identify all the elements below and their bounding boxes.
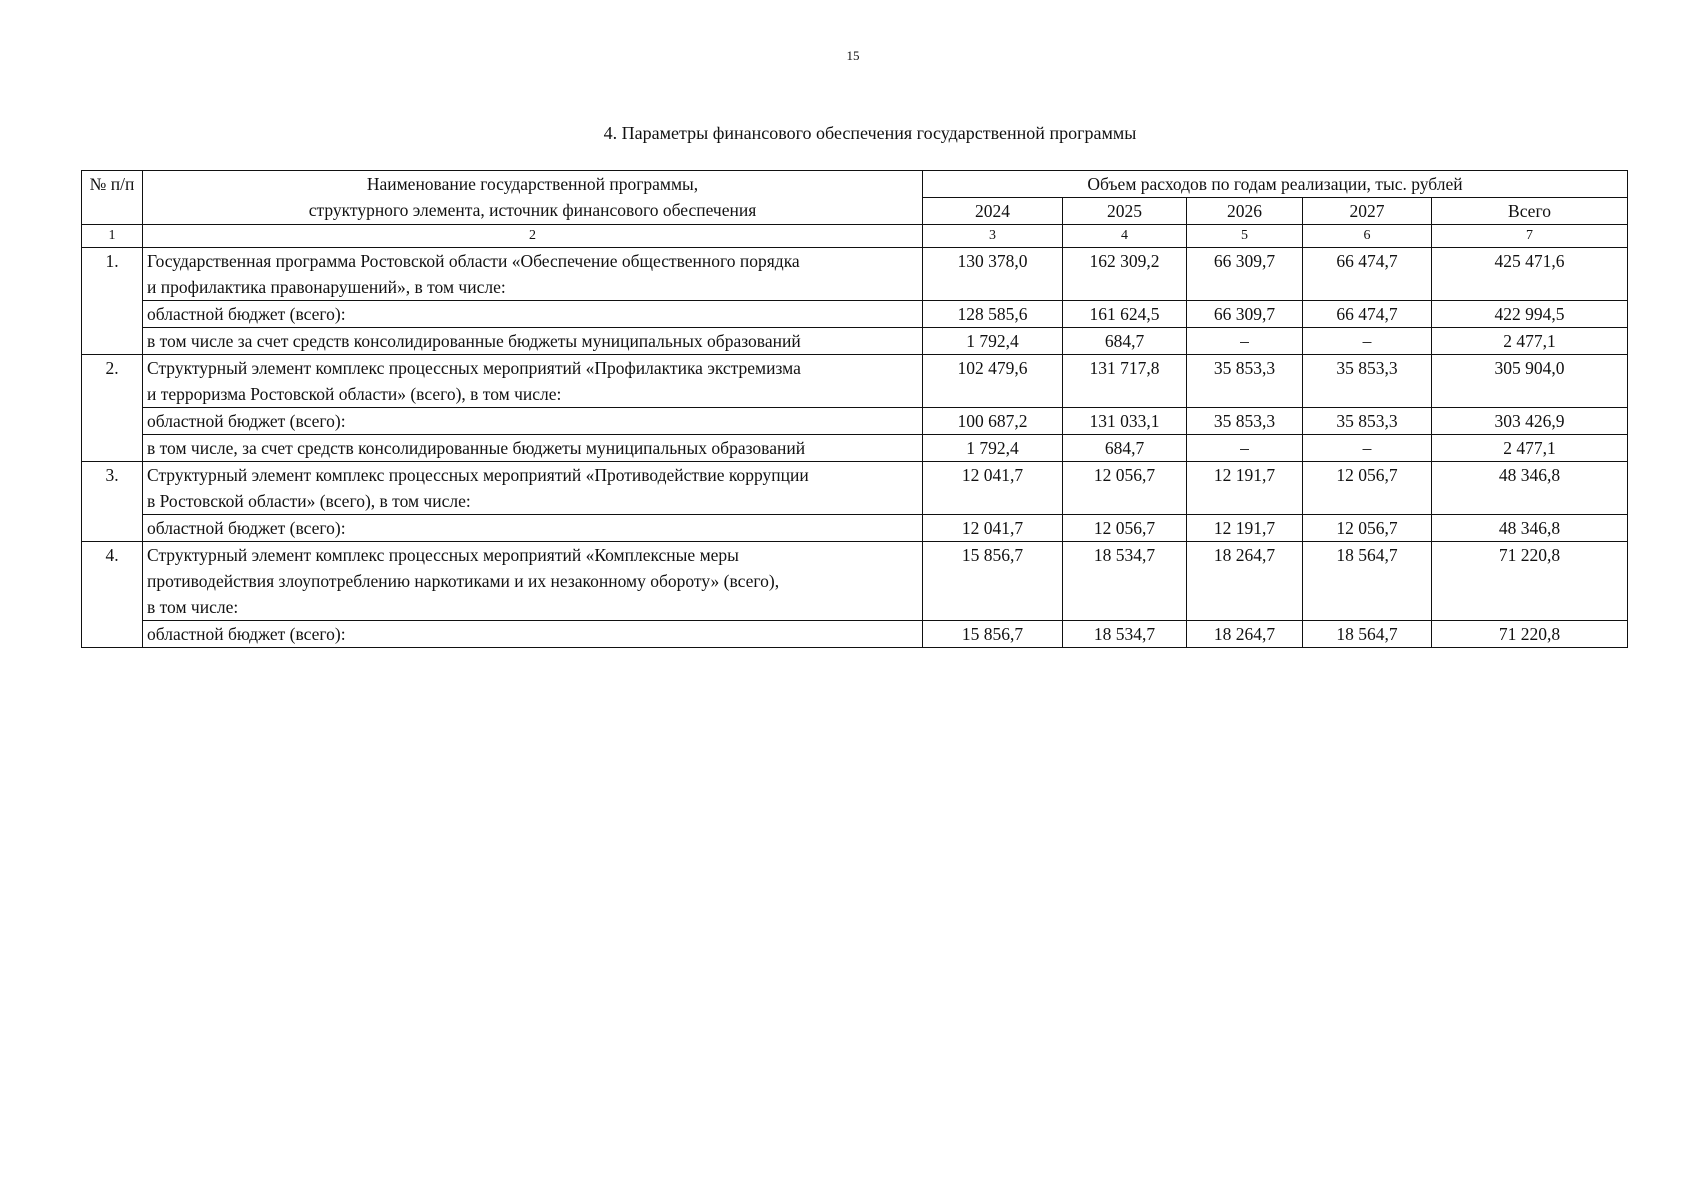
value-total: 48 346,8 [1432, 515, 1628, 542]
item-name-line: и профилактика правонарушений», в том числе: [147, 277, 506, 297]
column-index: 4 [1063, 225, 1187, 248]
value-2026: 66 309,7 [1187, 248, 1303, 301]
column-index: 3 [923, 225, 1063, 248]
value-2026: 66 309,7 [1187, 301, 1303, 328]
header-volume: Объем расходов по годам реализации, тыс. рублей [923, 171, 1628, 198]
table-row [82, 462, 1628, 515]
value-2025: 684,7 [1063, 435, 1187, 462]
item-name-line: в том числе, за счет средств консолидированные бюджеты муниципальных образований [147, 438, 806, 458]
header-name-line-1: Наименование государственной программы, [366, 174, 699, 194]
item-name-line: в Ростовской области» (всего), в том числе: [147, 491, 471, 511]
table-row [82, 355, 1628, 408]
value-2025: 18 534,7 [1063, 621, 1187, 648]
value-2026: 35 853,3 [1187, 355, 1303, 408]
item-name-line: противодействия злоупотреблению наркотиками и их незаконному обороту» (всего), [147, 571, 780, 591]
header-year-2026: 2026 [1187, 198, 1303, 225]
value-2025: 18 534,7 [1063, 542, 1187, 621]
item-name-line: Структурный элемент комплекс процессных мероприятий «Комплексные меры [147, 545, 739, 565]
value-2024: 12 041,7 [923, 515, 1063, 542]
item-name [143, 301, 923, 328]
value-2024: 130 378,0 [923, 248, 1063, 301]
value-total: 2 477,1 [1432, 435, 1628, 462]
value-2025: 131 717,8 [1063, 355, 1187, 408]
header-name-line-2: структурного элемента, источник финансового обеспечения [308, 200, 757, 220]
table-row [82, 408, 1628, 435]
value-total: 2 477,1 [1432, 328, 1628, 355]
value-total: 71 220,8 [1432, 542, 1628, 621]
column-index-row [82, 225, 1628, 248]
column-index: 1 [82, 225, 143, 248]
header-year-2024: 2024 [923, 198, 1063, 225]
row-number: 1. [82, 248, 143, 355]
value-2026: 18 264,7 [1187, 621, 1303, 648]
header-num: № п/п [82, 171, 143, 225]
column-index: 5 [1187, 225, 1303, 248]
header-total: Всего [1432, 198, 1628, 225]
value-2024: 100 687,2 [923, 408, 1063, 435]
value-2026: – [1187, 328, 1303, 355]
header-name [143, 171, 923, 225]
item-name [143, 542, 923, 621]
header-year-2025: 2025 [1063, 198, 1187, 225]
item-name-line: и терроризма Ростовской области» (всего), в том числе: [147, 384, 562, 404]
row-number: 4. [82, 542, 143, 648]
value-total: 425 471,6 [1432, 248, 1628, 301]
item-name [143, 408, 923, 435]
table-row [82, 621, 1628, 648]
value-2027: 12 056,7 [1303, 462, 1432, 515]
value-2025: 162 309,2 [1063, 248, 1187, 301]
column-index: 7 [1432, 225, 1628, 248]
value-2024: 12 041,7 [923, 462, 1063, 515]
value-2024: 15 856,7 [923, 621, 1063, 648]
table-row [82, 301, 1628, 328]
column-index: 6 [1303, 225, 1432, 248]
item-name-line: Государственная программа Ростовской области «Обеспечение общественного порядка [147, 251, 800, 271]
item-name-line: областной бюджет (всего): [147, 518, 346, 538]
item-name-line: областной бюджет (всего): [147, 624, 346, 644]
item-name-line: в том числе: [147, 597, 239, 617]
row-number: 3. [82, 462, 143, 542]
table-row [82, 435, 1628, 462]
value-2027: – [1303, 435, 1432, 462]
value-2027: 66 474,7 [1303, 301, 1432, 328]
item-name-line: областной бюджет (всего): [147, 304, 346, 324]
value-2025: 131 033,1 [1063, 408, 1187, 435]
value-2027: 12 056,7 [1303, 515, 1432, 542]
column-index: 2 [143, 225, 923, 248]
table-body [82, 248, 1628, 648]
value-2027: – [1303, 328, 1432, 355]
value-2027: 18 564,7 [1303, 621, 1432, 648]
value-2026: 35 853,3 [1187, 408, 1303, 435]
value-total: 422 994,5 [1432, 301, 1628, 328]
value-2026: 18 264,7 [1187, 542, 1303, 621]
value-2026: 12 191,7 [1187, 462, 1303, 515]
value-total: 71 220,8 [1432, 621, 1628, 648]
page-number: 15 [846, 48, 860, 63]
value-2027: 18 564,7 [1303, 542, 1432, 621]
item-name [143, 462, 923, 515]
value-2027: 35 853,3 [1303, 408, 1432, 435]
header-year-2027: 2027 [1303, 198, 1432, 225]
value-2025: 684,7 [1063, 328, 1187, 355]
value-total: 303 426,9 [1432, 408, 1628, 435]
value-total: 48 346,8 [1432, 462, 1628, 515]
table-row [82, 248, 1628, 301]
item-name [143, 355, 923, 408]
value-2025: 12 056,7 [1063, 515, 1187, 542]
value-2024: 128 585,6 [923, 301, 1063, 328]
value-2027: 66 474,7 [1303, 248, 1432, 301]
table-row [82, 542, 1628, 621]
table-row [82, 515, 1628, 542]
value-2024: 1 792,4 [923, 328, 1063, 355]
item-name [143, 515, 923, 542]
value-2025: 161 624,5 [1063, 301, 1187, 328]
value-2024: 102 479,6 [923, 355, 1063, 408]
document-title: 4. Параметры финансового обеспечения государственной программы [603, 123, 1137, 143]
value-2024: 15 856,7 [923, 542, 1063, 621]
row-number: 2. [82, 355, 143, 462]
value-2025: 12 056,7 [1063, 462, 1187, 515]
table-row [82, 328, 1628, 355]
item-name-line: областной бюджет (всего): [147, 411, 346, 431]
item-name-line: Структурный элемент комплекс процессных мероприятий «Профилактика экстремизма [147, 358, 801, 378]
financial-table [81, 170, 1628, 648]
item-name-line: в том числе за счет средств консолидированные бюджеты муниципальных образований [147, 331, 801, 351]
item-name [143, 248, 923, 301]
item-name [143, 621, 923, 648]
value-2026: – [1187, 435, 1303, 462]
item-name-line: Структурный элемент комплекс процессных мероприятий «Противодействие коррупции [147, 465, 809, 485]
value-2027: 35 853,3 [1303, 355, 1432, 408]
value-2024: 1 792,4 [923, 435, 1063, 462]
item-name [143, 328, 923, 355]
header-row-1 [82, 171, 1628, 198]
item-name [143, 435, 923, 462]
value-total: 305 904,0 [1432, 355, 1628, 408]
value-2026: 12 191,7 [1187, 515, 1303, 542]
